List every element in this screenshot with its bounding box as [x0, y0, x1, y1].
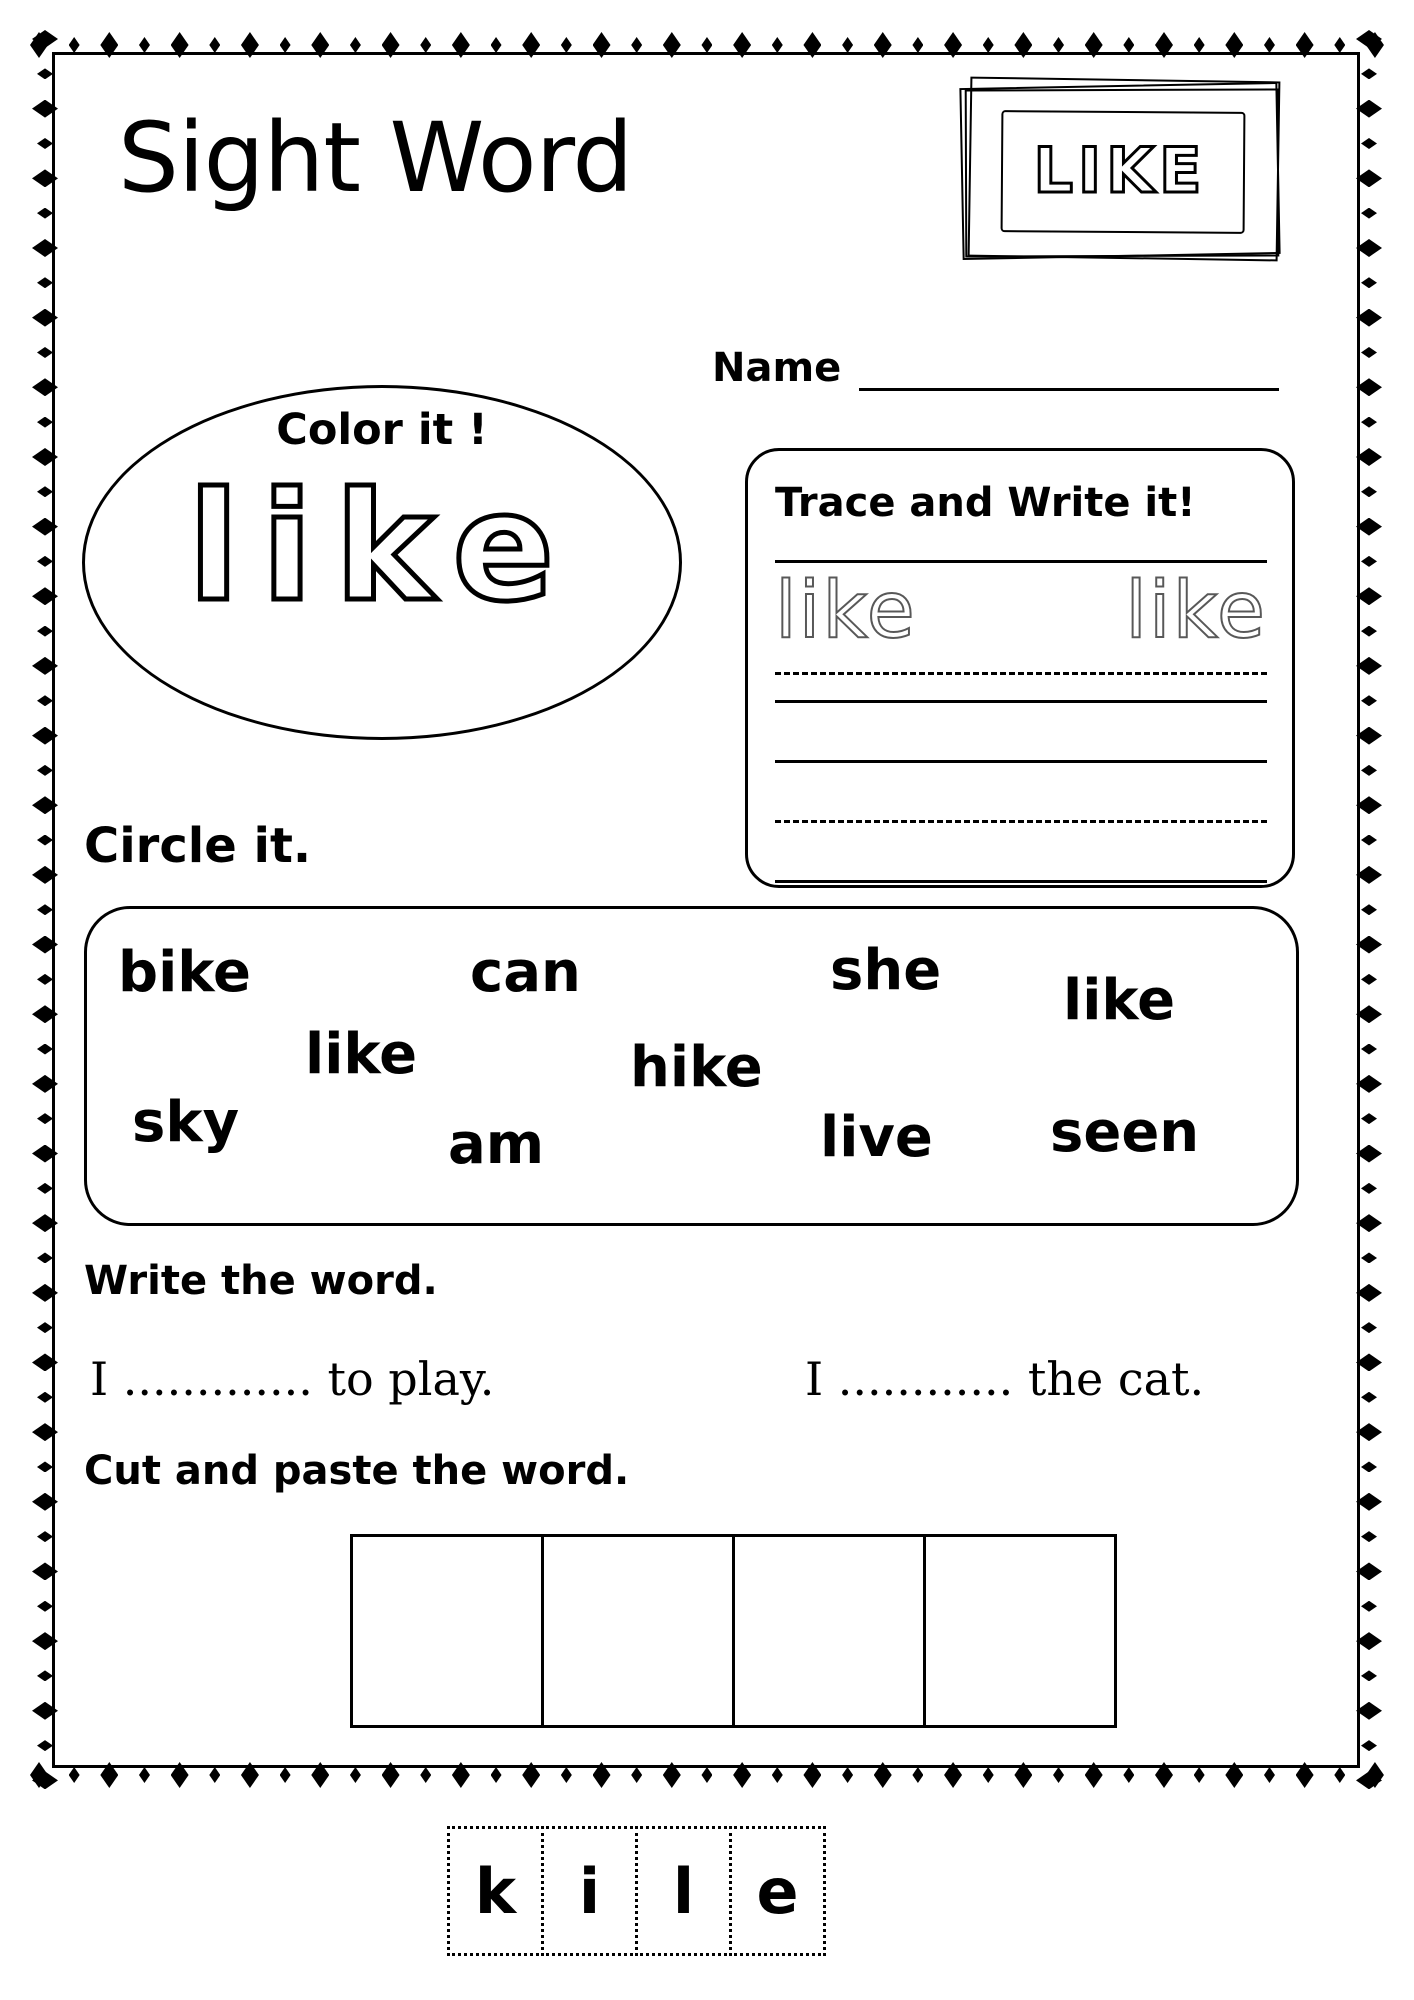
cut-out-letter-strip — [447, 1826, 826, 1956]
trace-rule-top — [775, 560, 1267, 563]
color-it-heading: Color it ! — [276, 405, 488, 455]
word-bank-item[interactable]: seen — [1050, 1100, 1200, 1165]
badge-word: LIKE — [1033, 133, 1207, 207]
circle-it-heading: Circle it. — [84, 818, 312, 874]
trace-sample-word: like — [775, 566, 917, 656]
name-input-line[interactable] — [859, 350, 1279, 391]
paste-box-row — [350, 1534, 1117, 1728]
trace-rule-blank-1 — [775, 760, 1267, 763]
paste-cell[interactable] — [732, 1534, 926, 1728]
trace-rule-baseline-1 — [775, 700, 1267, 703]
word-bank-item[interactable]: like — [1063, 968, 1176, 1033]
word-bank-item[interactable]: am — [448, 1112, 545, 1177]
cut-out-letter[interactable]: e — [729, 1826, 826, 1956]
name-row — [712, 345, 1279, 391]
trace-rule-dashed-2 — [775, 820, 1267, 823]
word-bank-item[interactable]: she — [830, 938, 942, 1003]
cut-out-letter[interactable]: k — [447, 1826, 544, 1956]
page-title: Sight Word — [118, 102, 633, 214]
paste-cell[interactable] — [923, 1534, 1117, 1728]
paste-cell[interactable] — [350, 1534, 544, 1728]
word-bank-item[interactable]: live — [820, 1105, 933, 1170]
color-it-word[interactable]: like — [187, 461, 577, 635]
word-bank-item[interactable]: bike — [118, 940, 251, 1005]
write-word-sentence[interactable]: I ............ the cat. — [805, 1352, 1205, 1406]
paste-cell[interactable] — [541, 1534, 735, 1728]
cut-out-letter[interactable]: i — [541, 1826, 638, 1956]
word-bank-item[interactable]: like — [305, 1022, 418, 1087]
sight-word-badge — [955, 75, 1285, 265]
trace-heading: Trace and Write it! — [775, 480, 1196, 526]
cut-paste-heading: Cut and paste the word. — [84, 1448, 630, 1494]
trace-sample-word: like — [1125, 566, 1267, 656]
name-label: Name — [712, 345, 842, 391]
trace-rule-dashed-1 — [775, 672, 1267, 675]
cut-out-letter[interactable]: l — [635, 1826, 732, 1956]
word-bank-item[interactable]: hike — [630, 1035, 763, 1100]
write-word-sentence[interactable]: I ............. to play. — [90, 1352, 495, 1406]
trace-rule-baseline-2 — [775, 880, 1267, 883]
write-word-heading: Write the word. — [84, 1258, 438, 1304]
word-bank-item[interactable]: sky — [132, 1090, 240, 1155]
word-bank-item[interactable]: can — [470, 940, 581, 1005]
trace-sample-words[interactable] — [775, 566, 1267, 656]
